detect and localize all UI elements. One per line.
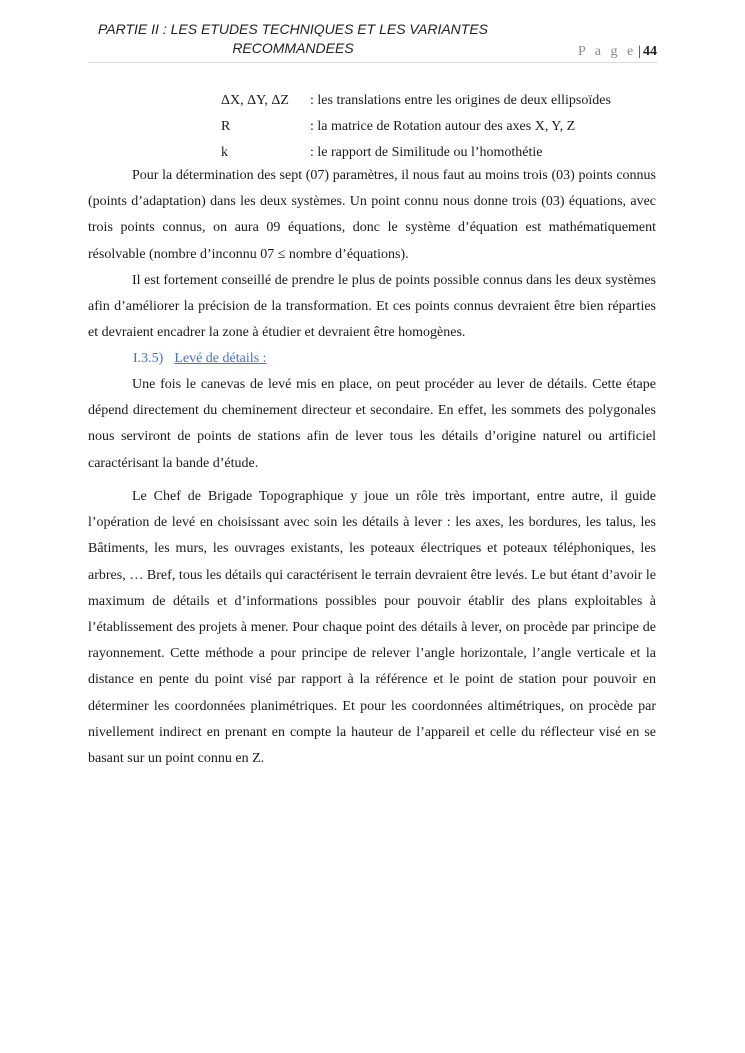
definition-symbol: R [221, 119, 231, 134]
running-header-title [58, 20, 528, 58]
definition-text: : le rapport de Similitude ou l’homothétie [310, 145, 543, 160]
header-divider [88, 62, 657, 63]
page-label: P a g e [577, 44, 637, 59]
section-title: Levé de détails : [174, 351, 267, 366]
definition-row [221, 114, 611, 140]
header-title-line-1: PARTIE II : LES ETUDES TECHNIQUES ET LES VARIANTES [97, 21, 489, 37]
definition-text: : les translations entre les origines de deux ellipsoïdes [310, 93, 611, 108]
section-heading [133, 346, 266, 372]
page-number-block [578, 44, 657, 60]
definition-text: : la matrice de Rotation autour des axes X, Y, Z [310, 119, 576, 134]
header-title-line-2: RECOMMANDEES [232, 40, 354, 56]
page-separator: | [638, 44, 641, 59]
definitions-list [221, 88, 611, 166]
body-text-block-3 [88, 484, 656, 772]
section-number: I.3.5) [133, 351, 164, 366]
definition-symbol: ΔX, ΔY, ΔZ [221, 93, 289, 108]
paragraph: Pour la détermination des sept (07) paramètres, il nous faut au moins trois (03) points connus (points d’adaptation) dans les deux systèmes. Un point connu nous donne trois (03) équations, avec trois points connus, on aura 09 équations, donc le système d’équation est mathématiquement résolvable (nombre d’inconnu 07 ≤ nombre d’équations). [88, 168, 656, 262]
page-number: 44 [643, 44, 657, 59]
body-text-block-1 [88, 163, 656, 346]
definition-row [221, 88, 611, 114]
body-text-block-2 [88, 372, 656, 477]
definition-symbol: k [221, 145, 228, 160]
paragraph: Le Chef de Brigade Topographique y joue un rôle très important, entre autre, il guide l’opération de levé en choisissant avec soin les détails à lever : les axes, les bordures, les talus, les Bâtiments, les murs, les ouvrages existants, les poteaux électriques et poteaux téléphoniques, les arbres, … Bref, tous les détails qui caractérisent le terrain devraient être levés. Le but étant d’avoir le maximum de détails et d’informations possibles pour pouvoir établir des plans exploitables à l’établissement des projets à mener. Pour chaque point des détails à lever, on procède par principe de rayonnement. Cette méthode a pour principe de relever l’angle horizontale, l’angle verticale et la distance en pente du point visé par rapport à la référence et le point de station pour pouvoir en déterminer les coordonnées planimétriques. Et pour les coordonnées altimétriques, on procède par nivellement indirect en prenant en compte la hauteur de l’appareil et celle du réflecteur visé en se basant sur un point connu en Z. [88, 489, 656, 767]
paragraph: Une fois le canevas de levé mis en place, on peut procéder au lever de détails. Cette étape dépend directement du cheminement directeur et secondaire. En effet, les sommets des polygonales nous serviront de points de stations afin de lever tous les détails d’origine naturel ou artificiel caractérisant la bande d’étude. [88, 377, 656, 471]
paragraph: Il est fortement conseillé de prendre le plus de points possible connus dans les deux systèmes afin d’améliorer la précision de la transformation. Et ces points connus devraient être bien réparties et devraient encadrer la zone à étudier et devraient être homogènes. [88, 272, 656, 341]
